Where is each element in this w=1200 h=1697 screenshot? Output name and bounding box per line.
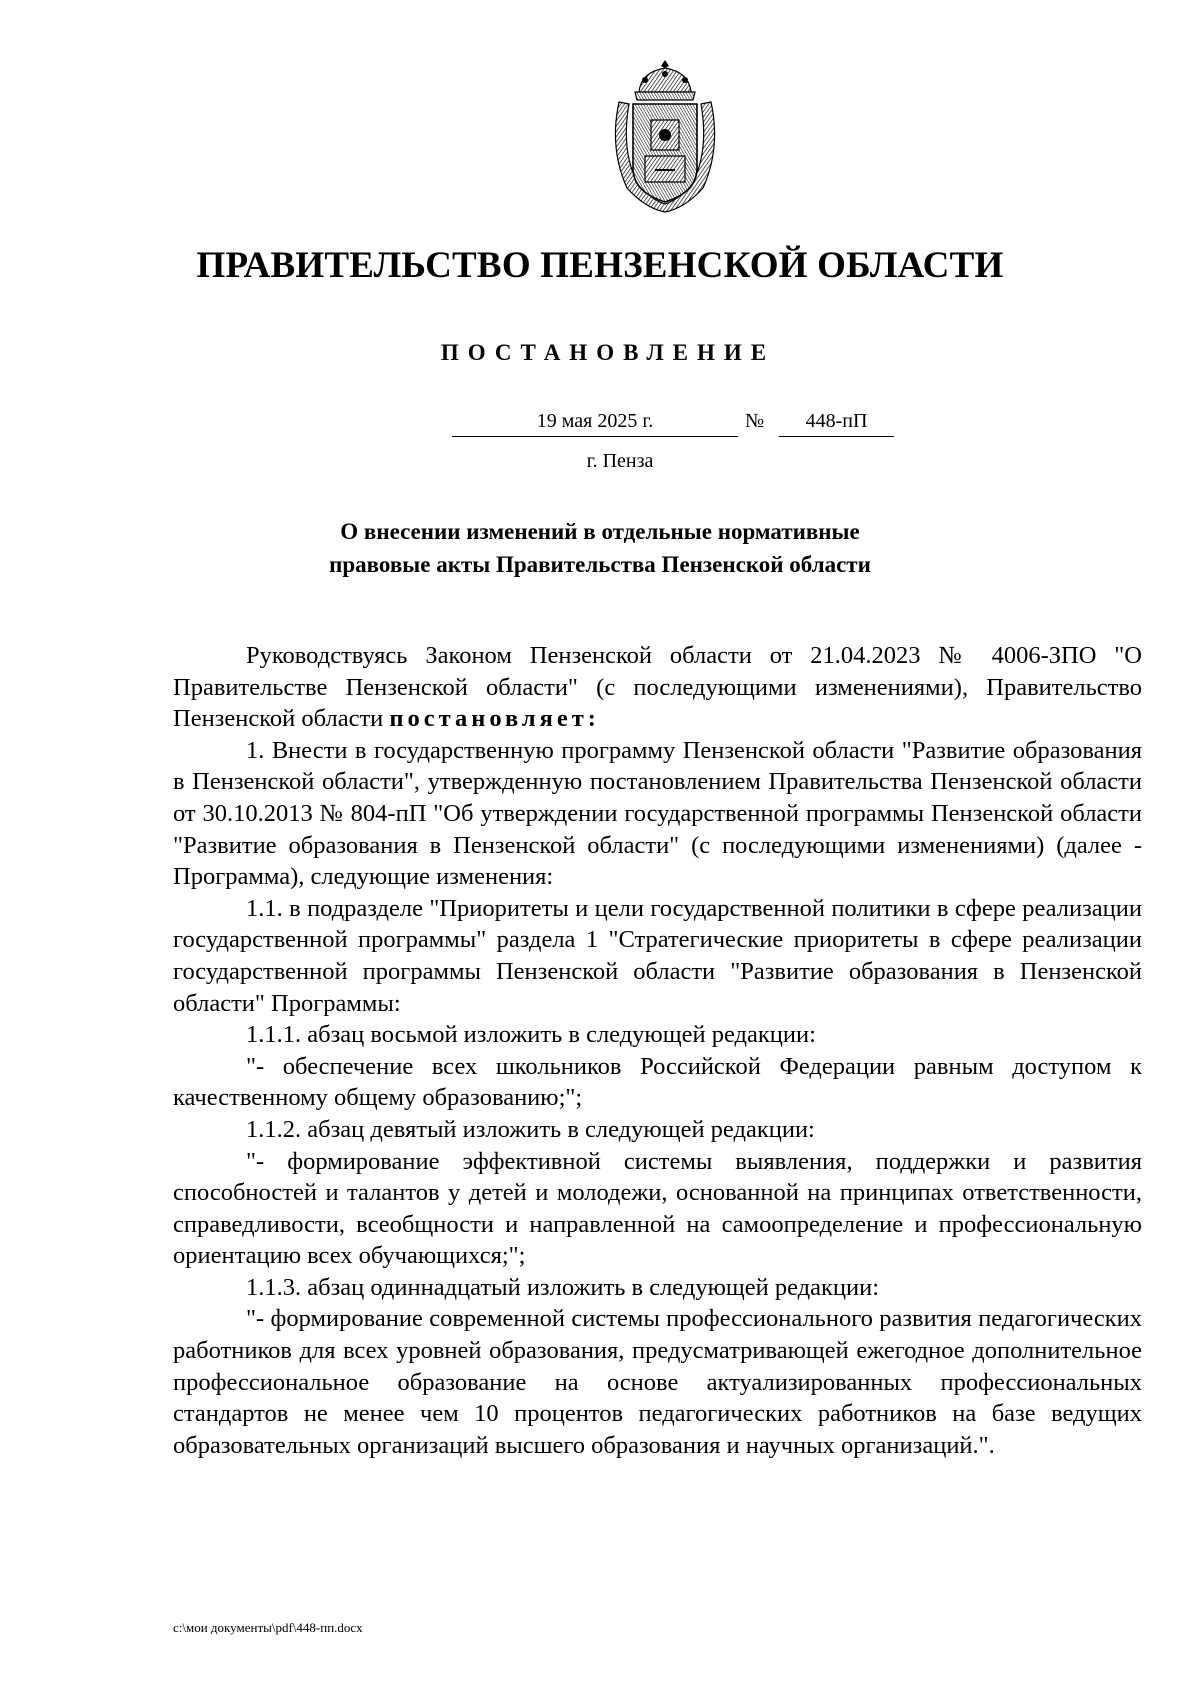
city: г. Пенза bbox=[586, 450, 654, 472]
government-title: ПРАВИТЕЛЬСТВО ПЕНЗЕНСКОЙ ОБЛАСТИ bbox=[196, 245, 1004, 286]
document-number: 448-пП bbox=[779, 410, 894, 437]
paragraph-1-1-1: 1.1.1. абзац восьмой изложить в следующей редакции: bbox=[246, 1021, 816, 1049]
quote-1: "- обеспечение всех школьников Российской Федерации равным доступом к качественному общему образованию;"; bbox=[173, 1052, 1142, 1112]
subject-line-2: правовые акты Правительства Пензенской области bbox=[329, 552, 871, 577]
document-type: ПОСТАНОВЛЕНИЕ bbox=[440, 340, 776, 365]
paragraph-1-1-2: 1.1.2. абзац девятый изложить в следующей редакции: bbox=[246, 1115, 815, 1143]
quote-3: "- формирование современной системы профессионального развития педагогических работников для всех уровней образования, предусматривающей ежегодное дополнительное профессиональное образование на основе актуализированных профессиональных стандартов не менее чем 10 процентов педагогических работников на базе ведущих образовательных организаций высшего образования и научных организаций.". bbox=[173, 1305, 1142, 1459]
preamble-text: Руководствуясь Законом Пензенской области от 21.04.2023 № 4006-ЗПО "О Правительстве Пензенской области" (с последующими изменениями), Правительство Пензенской области bbox=[173, 642, 1142, 733]
document-subject bbox=[0, 515, 1200, 581]
coat-of-arms-emblem bbox=[605, 58, 725, 216]
subject-line-1: О внесении изменений в отдельные нормативные bbox=[340, 519, 860, 544]
preamble-paragraph bbox=[173, 640, 1142, 735]
paragraph-1-1-3: 1.1.3. абзац одиннадцатый изложить в следующей редакции: bbox=[246, 1273, 880, 1301]
paragraph-1: 1. Внести в государственную программу Пензенской области "Развитие образования в Пензенской области", утвержденную постановлением Правительства Пензенской области от 30.10.2013 № 804-пП "Об утверждении государственной программы Пензенской области "Развитие образования в Пензенской области" (с последующими изменениями) (далее - Программа), следующие изменения: bbox=[173, 736, 1142, 891]
document-body bbox=[173, 640, 1142, 1461]
document-date: 19 мая 2025 г. bbox=[452, 410, 738, 437]
quote-2: "- формирование эффективной системы выявления, поддержки и развития способностей и талантов у детей и молодежи, основанной на принципах ответственности, справедливости, всеобщности и направленной на самоопределение и профессиональную ориентацию всех обучающихся;"; bbox=[173, 1147, 1142, 1270]
resolve-word: постановляет: bbox=[389, 705, 600, 733]
paragraph-1-1: 1.1. в подразделе "Приоритеты и цели государственной политики в сфере реализации государственной программы" раздела 1 "Стратегические приоритеты в сфере реализации государственной программы Пензенской области "Развитие образования в Пензенской области" Программы: bbox=[173, 894, 1142, 1017]
footer-file-path: c:\мои документы\pdf\448-пп.docx bbox=[173, 1620, 363, 1635]
number-sign: № bbox=[745, 410, 765, 432]
